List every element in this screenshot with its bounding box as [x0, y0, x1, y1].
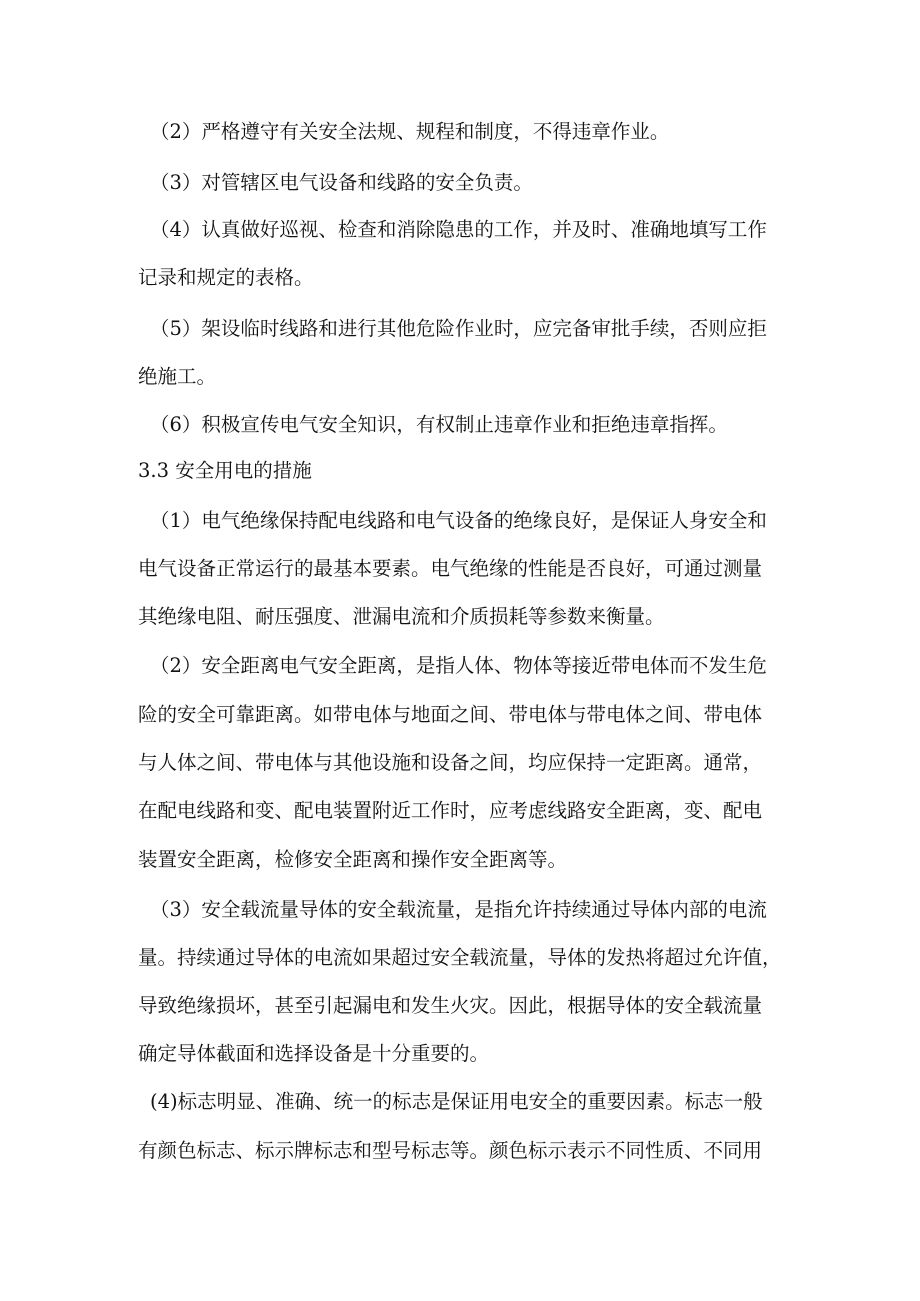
- text-line-insulation: （1）电气绝缘保持配电线路和电气设备的绝缘良好，是保证人身安全和: [150, 509, 767, 532]
- text-line-distance-cont1: 险的安全可靠距离。如带电体与地面之间、带电体与带电体之间、带电体: [138, 703, 763, 726]
- text-line-current-cont1: 量。持续通过导体的电流如果超过安全载流量，导体的发热将超过允许值，: [138, 946, 782, 969]
- text-line-distance-cont2: 与人体之间、带电体与其他设施和设备之间，均应保持一定距离。通常，: [138, 751, 763, 774]
- text-line-distance-cont3: 在配电线路和变、配电装置附近工作时，应考虑线路安全距离，变、配电: [138, 799, 763, 822]
- text-line-item5-cont: 绝施工。: [138, 365, 217, 388]
- text-line-signs: (4)标志明显、准确、统一的标志是保证用电安全的重要因素。标志一般: [150, 1090, 763, 1113]
- text-line-signs-cont1: 有颜色标志、标示牌标志和型号标志等。颜色标示表示不同性质、不同用: [138, 1139, 763, 1162]
- text-line-item2: （2）严格遵守有关安全法规、规程和制度，不得违章作业。: [150, 120, 670, 143]
- text-line-item6: （6）积极宣传电气安全知识，有权制止违章作业和拒绝违章指挥。: [150, 413, 728, 436]
- text-line-insulation-cont2: 其绝缘电阻、耐压强度、泄漏电流和介质损耗等参数来衡量。: [138, 605, 665, 628]
- text-line-current-cont3: 确定导体截面和选择设备是十分重要的。: [138, 1042, 490, 1065]
- section-heading-3-3: 3.3 安全用电的措施: [138, 459, 312, 482]
- text-line-current: （3）安全载流量导体的安全载流量，是指允许持续通过导体内部的电流: [150, 898, 767, 921]
- text-line-current-cont2: 导致绝缘损坏，甚至引起漏电和发生火灾。因此，根据导体的安全载流量: [138, 994, 763, 1017]
- text-line-item4-cont: 记录和规定的表格。: [138, 266, 314, 289]
- text-line-distance-cont4: 装置安全距离，检修安全距离和操作安全距离等。: [138, 848, 568, 871]
- text-line-distance: （2）安全距离电气安全距离，是指人体、物体等接近带电体而不发生危: [150, 654, 767, 677]
- text-line-item5: （5）架设临时线路和进行其他危险作业时，应完备审批手续，否则应拒: [150, 317, 767, 340]
- text-line-item4: （4）认真做好巡视、检查和消除隐患的工作，并及时、准确地填写工作: [150, 218, 767, 241]
- text-line-item3: （3）对管辖区电气设备和线路的安全负责。: [150, 171, 533, 194]
- text-line-insulation-cont1: 电气设备正常运行的最基本要素。电气绝缘的性能是否良好，可通过测量: [138, 557, 763, 580]
